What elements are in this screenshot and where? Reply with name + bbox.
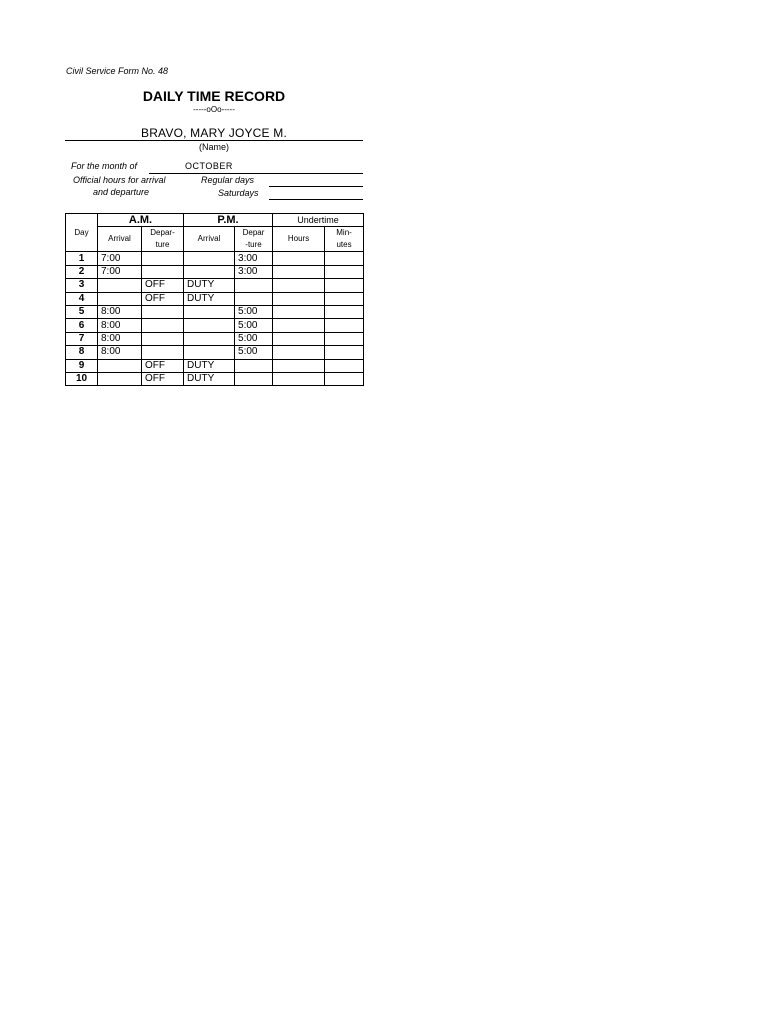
table-row: 5 8:00 5:00 — [66, 305, 364, 318]
minutes-header: Min- utes — [325, 227, 364, 252]
table-row: 4 OFF DUTY — [66, 292, 364, 305]
pm-departure-header: Depar -ture — [235, 227, 273, 252]
table-row: 2 7:00 3:00 — [66, 265, 364, 278]
regular-days-label: Regular days — [201, 175, 255, 185]
day-header: Day — [66, 214, 98, 252]
time-record-table — [65, 213, 364, 386]
month-label: For the month of — [71, 161, 138, 171]
dtr-card-left — [65, 66, 363, 386]
table-row: 9 OFF DUTY — [66, 359, 364, 372]
table-row: 3 OFF DUTY — [66, 279, 364, 292]
month-and-hours-block — [65, 161, 363, 207]
official-hours-label-2: and departure — [93, 187, 150, 197]
title-ornament: -----oOo----- — [193, 105, 235, 114]
official-hours-label-1: Official hours for arrival — [73, 175, 166, 185]
form-number: Civil Service Form No. 48 — [66, 66, 169, 76]
form-title: DAILY TIME RECORD — [142, 88, 286, 104]
table-row: 10 OFF DUTY — [66, 372, 364, 385]
pm-header: P.M. — [184, 214, 273, 227]
saturdays-label: Saturdays — [218, 188, 259, 198]
hours-header: Hours — [273, 227, 325, 252]
employee-name: BRAVO, MARY JOYCE M. — [65, 126, 363, 141]
name-caption: (Name) — [198, 142, 229, 152]
regular-days-line — [269, 186, 363, 187]
month-value: OCTOBER — [185, 161, 233, 171]
table-row: 1 7:00 3:00 — [66, 252, 364, 265]
am-header: A.M. — [98, 214, 184, 227]
pm-arrival-header: Arrival — [184, 227, 235, 252]
undertime-header: Undertime — [273, 214, 364, 227]
month-line — [149, 173, 363, 174]
saturdays-line — [269, 199, 363, 200]
am-arrival-header: Arrival — [98, 227, 142, 252]
table-row: 6 8:00 5:00 — [66, 319, 364, 332]
table-row: 8 8:00 5:00 — [66, 346, 364, 359]
table-row: 7 8:00 5:00 — [66, 332, 364, 345]
am-departure-header: Depar- ture — [142, 227, 184, 252]
